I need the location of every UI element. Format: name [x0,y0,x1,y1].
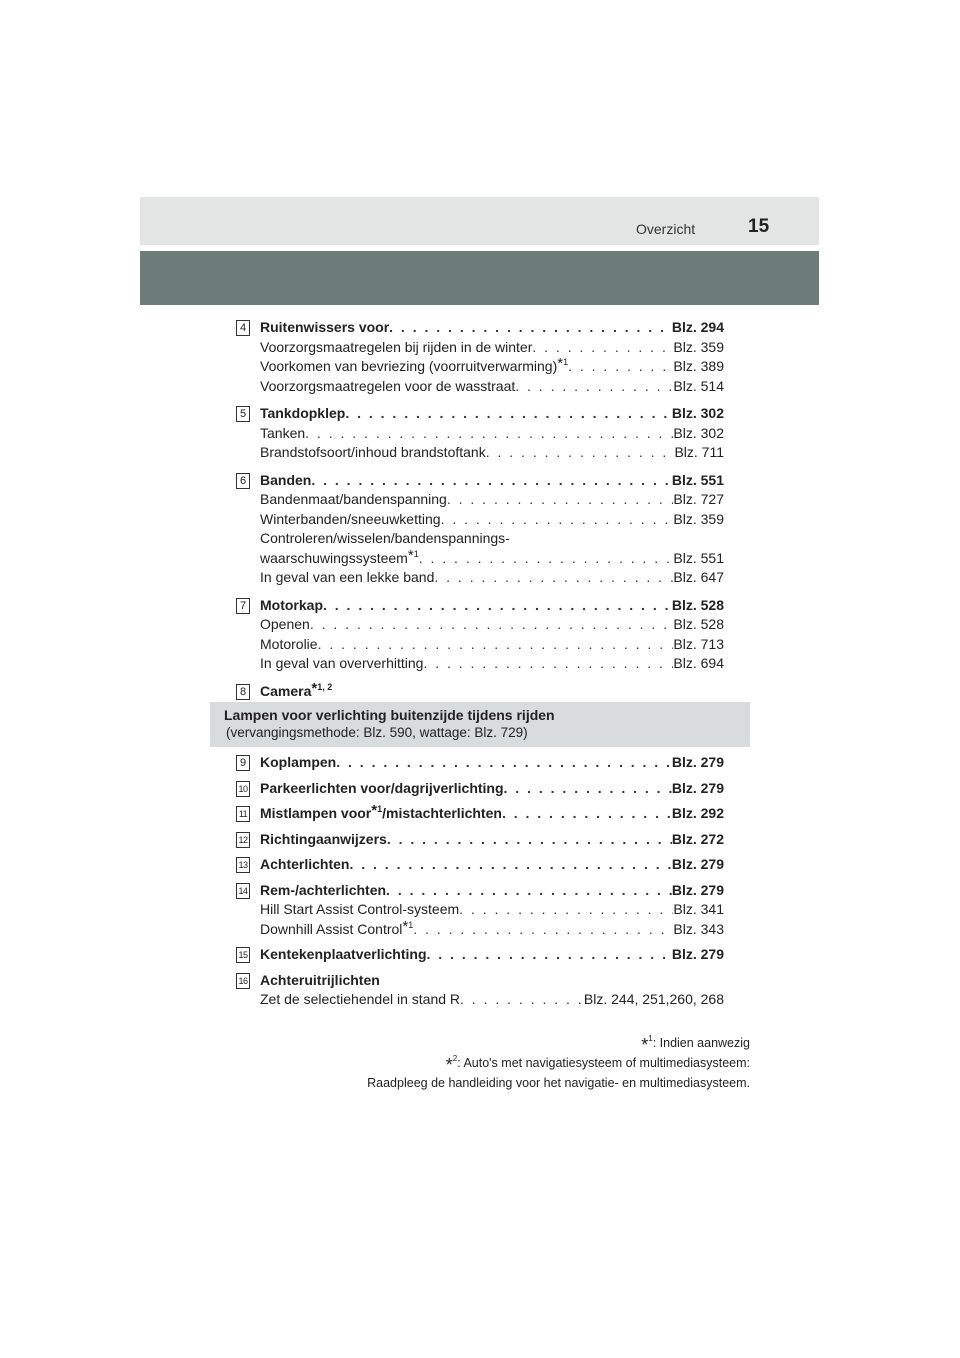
toc-entry-text: Openen [260,616,310,632]
toc-entry-heading[interactable] [260,404,724,424]
lamps-heading-title: Lampen voor verlichting buitenzijde tijdens rijden [224,707,555,723]
toc-entry-label [260,318,389,338]
page-reference: Blz. 694 [673,655,724,671]
toc-entry-text: Achterlichten [260,856,350,872]
toc-entry[interactable] [260,546,724,569]
toc-entry-label [260,510,441,530]
footnote-number: 1 [408,919,414,930]
page-reference: Blz. 343 [673,920,724,937]
dot-leader [434,568,673,588]
page-reference: Blz. 279 [671,754,724,770]
toc-entry-label [260,546,419,569]
footnote-reference [407,546,419,564]
dot-leader [345,404,672,424]
toc-entry-text: Winterbanden/sneeuwketting [260,510,441,527]
toc-entry-text: Motorolie [260,635,318,652]
page-reference: Blz. 279 [671,779,724,796]
toc-entry-text: Voorkomen van bevriezing (voorruitverwarming) [260,358,558,374]
toc-entry[interactable] [260,338,724,358]
callout-number-marker: 7 [236,598,250,614]
dot-leader [532,338,673,358]
dot-leader [311,471,672,491]
page-reference: Blz. 292 [671,805,724,821]
footnote-line [367,1054,750,1074]
header-bar [140,197,819,245]
dot-leader [310,615,674,635]
toc-entry-text: Hill Start Assist Control-systeem [260,901,460,917]
page-reference: Blz. 279 [671,881,724,898]
dot-leader [387,830,672,850]
page-reference: Blz. 647 [673,569,724,585]
page-reference: Blz. 359 [673,510,724,527]
toc-entry-text: Brandstofsoort/inhoud brandstoftank [260,444,486,460]
page-reference: Blz. 727 [673,491,724,507]
asterisk-icon: * [402,917,409,935]
page-reference: Blz. 551 [673,549,724,566]
callout-number-marker: 6 [236,473,250,489]
toc-section [232,679,724,702]
asterisk-icon: * [641,1035,649,1055]
footnote-mark: 1 [648,1034,653,1043]
toc-entry[interactable] [260,510,724,530]
callout-number-marker: 15 [236,947,250,963]
footnote-number: 1 [413,548,419,559]
toc-section [232,945,724,965]
footnote-reference [557,355,569,372]
toc-entry-label [260,471,311,491]
toc-entry[interactable] [260,615,724,635]
toc-entry-text: Controleren/wisselen/bandenspannings- [260,530,510,546]
toc-entry-text: Bandenmaat/bandenspanning [260,491,447,507]
toc-entry-heading[interactable] [260,971,724,991]
toc-section [232,596,724,674]
asterisk-icon: * [311,679,318,697]
toc-entry[interactable] [260,377,724,397]
toc-entry-text: Tankdopklep [260,405,346,421]
page-reference: Blz. 279 [671,946,724,962]
callout-number-marker: 16 [236,973,250,989]
toc-entry-heading[interactable] [260,471,724,491]
dot-leader [349,855,671,875]
dot-leader [441,510,674,530]
toc-entry-label [260,679,333,699]
toc-entry-label [260,855,349,875]
footnote-number: 1 [377,804,383,814]
toc-entry-text: Downhill Assist Control [260,920,403,937]
page-reference: Blz. 302 [671,405,724,421]
callout-number-marker: 13 [236,857,250,873]
toc-section [232,804,724,824]
toc-entry-text: Voorzorgsmaatregelen bij rijden in de winter [260,338,533,355]
callout-number-marker: 9 [236,755,250,771]
callout-number-marker: 5 [236,406,250,422]
page-reference: Blz. 359 [673,338,724,355]
toc-entry-text: In geval van een lekke band [260,569,435,585]
footnote-text: Raadpleeg de handleiding voor het navigatie- en multimediasysteem. [367,1076,750,1090]
callout-number-marker: 4 [236,320,250,336]
footnote-line [367,1034,750,1054]
footnote-reference [402,917,414,935]
toc-entry-label [260,443,486,463]
toc-entry[interactable] [260,568,724,588]
dot-leader [389,318,672,338]
toc-entry-text: Rem-/achterlichten [260,881,387,898]
toc-entry-label [260,881,386,901]
toc-entry-heading[interactable] [260,945,724,965]
toc-entry-label [260,753,336,773]
dot-leader [305,424,673,444]
callout-number-marker: 10 [236,781,250,797]
toc-list-exterior [232,318,724,709]
footnote-number: 1 [563,357,569,367]
toc-entry-text: In geval van oververhitting [260,655,424,671]
page-reference: Blz. 551 [671,471,724,488]
footnote-text: : Indien aanwezig [652,1036,750,1050]
page-reference: Blz. 294 [671,319,724,335]
toc-entry[interactable] [260,490,724,510]
toc-entry-heading[interactable] [260,779,724,799]
toc-entry-text: Koplampen [260,754,337,770]
toc-entry-label [260,568,434,588]
toc-entry-label [260,779,504,799]
footnote-line [367,1074,750,1092]
toc-entry-text: Motorkap [260,596,323,613]
dot-leader [460,990,584,1010]
toc-entry-label [260,830,387,850]
footnote-mark: 2 [452,1054,458,1063]
toc-section [232,318,724,396]
callout-number-marker: 8 [236,684,250,700]
toc-entry-label [260,357,568,377]
page-reference: Blz. 302 [673,424,724,441]
asterisk-icon: * [557,355,564,372]
toc-entry-label [260,990,460,1010]
toc-entry[interactable] [260,529,724,549]
dot-leader [459,900,673,920]
toc-entry[interactable] [260,357,724,377]
footnotes [367,1034,750,1092]
dot-leader [568,357,673,377]
toc-entry-label [260,900,459,920]
page-reference: Blz. 244, 251,260, 268 [583,991,724,1007]
toc-entry-heading[interactable] [260,804,724,824]
toc-entry[interactable] [260,990,724,1010]
toc-entry-text: Parkeerlichten voor/dagrijverlichting [260,779,504,796]
footnote-reference [311,679,333,697]
dot-leader [318,635,674,655]
dot-leader [486,443,675,463]
page-reference: Blz. 341 [673,901,724,917]
toc-section [232,404,724,463]
header-dark-band [140,251,819,305]
footnote-reference [371,802,383,819]
callout-number-marker: 11 [236,806,250,822]
dot-leader [447,490,674,510]
toc-entry-label [260,945,427,965]
page-reference: Blz. 528 [671,596,724,613]
asterisk-icon: * [445,1055,453,1075]
asterisk-icon: * [371,802,378,819]
page-number: 15 [748,216,770,237]
toc-entry-label [260,338,532,358]
dot-leader [386,881,672,901]
toc-section [232,779,724,799]
page-reference: Blz. 528 [673,616,724,632]
toc-entry-label [260,654,423,674]
dot-leader [423,654,673,674]
toc-entry[interactable] [260,424,724,444]
toc-entry[interactable] [260,443,724,463]
toc-entry-text: Banden [260,471,312,488]
toc-entry-label [260,490,447,510]
page-reference: Blz. 389 [673,358,724,374]
footnote-number: 1, 2 [317,681,333,692]
callout-number-marker: 12 [236,832,250,848]
toc-section [232,471,724,588]
dot-leader [413,920,673,940]
toc-entry[interactable] [260,654,724,674]
section-title: Overzicht [636,221,696,237]
toc-section [232,881,724,940]
callout-number-marker: 14 [236,883,250,899]
toc-entry-label [260,615,310,635]
toc-entry-heading[interactable] [260,596,724,616]
toc-entry-label [260,917,414,940]
toc-entry-label [260,377,515,397]
toc-entry[interactable] [260,917,724,940]
toc-entry-text-suffix: /mistachterlichten [382,805,502,821]
toc-entry[interactable] [260,635,724,655]
lamps-heading-subtitle: (vervangingsmethode: Blz. 590, wattage: Blz. 729) [226,725,528,740]
toc-entry-text: Tanken [260,424,306,441]
toc-list-lamps [232,753,724,1016]
dot-leader [502,804,672,824]
toc-entry-text: Achteruitrijlichten [260,971,380,988]
page-reference: Blz. 713 [673,635,724,652]
toc-section [232,753,724,773]
toc-entry-text: Camera [260,682,312,699]
toc-entry-label [260,972,380,988]
page-reference: Blz. 514 [673,377,724,394]
toc-entry-text: Zet de selectiehendel in stand R [260,991,461,1007]
toc-entry-label [260,404,345,424]
dot-leader [504,779,672,799]
lamps-heading-band [210,702,750,747]
toc-entry-heading[interactable] [260,679,724,702]
dot-leader [419,549,674,569]
toc-entry-heading[interactable] [260,855,724,875]
asterisk-icon: * [407,546,414,564]
toc-entry-text: Richtingaanwijzers [260,830,387,847]
dot-leader [515,377,673,397]
toc-entry-label [260,596,323,616]
dot-leader [427,945,672,965]
toc-entry-heading[interactable] [260,830,724,850]
toc-entry[interactable] [260,900,724,920]
toc-entry-label [260,424,305,444]
toc-entry-label [260,530,510,546]
toc-entry-heading[interactable] [260,318,724,338]
dot-leader [323,596,672,616]
toc-entry-heading[interactable] [260,881,724,901]
toc-section [232,830,724,850]
toc-section [232,971,724,1010]
toc-entry-text: Kentekenplaatverlichting [260,946,427,962]
toc-entry-text: Voorzorgsmaatregelen voor de wasstraat [260,377,516,394]
toc-entry-text: waarschuwingssysteem [260,549,408,566]
toc-entry-label [260,804,502,824]
dot-leader [336,753,672,773]
toc-entry-text: Mistlampen voor [260,805,372,821]
page-reference: Blz. 272 [671,830,724,847]
page-reference: Blz. 279 [671,856,724,872]
footnote-text: : Auto's met navigatiesysteem of multimediasysteem: [457,1056,750,1070]
toc-entry-heading[interactable] [260,753,724,773]
page-reference: Blz. 711 [674,444,724,460]
toc-section [232,855,724,875]
toc-entry-label [260,635,318,655]
toc-entry-text: Ruitenwissers voor [260,319,390,335]
